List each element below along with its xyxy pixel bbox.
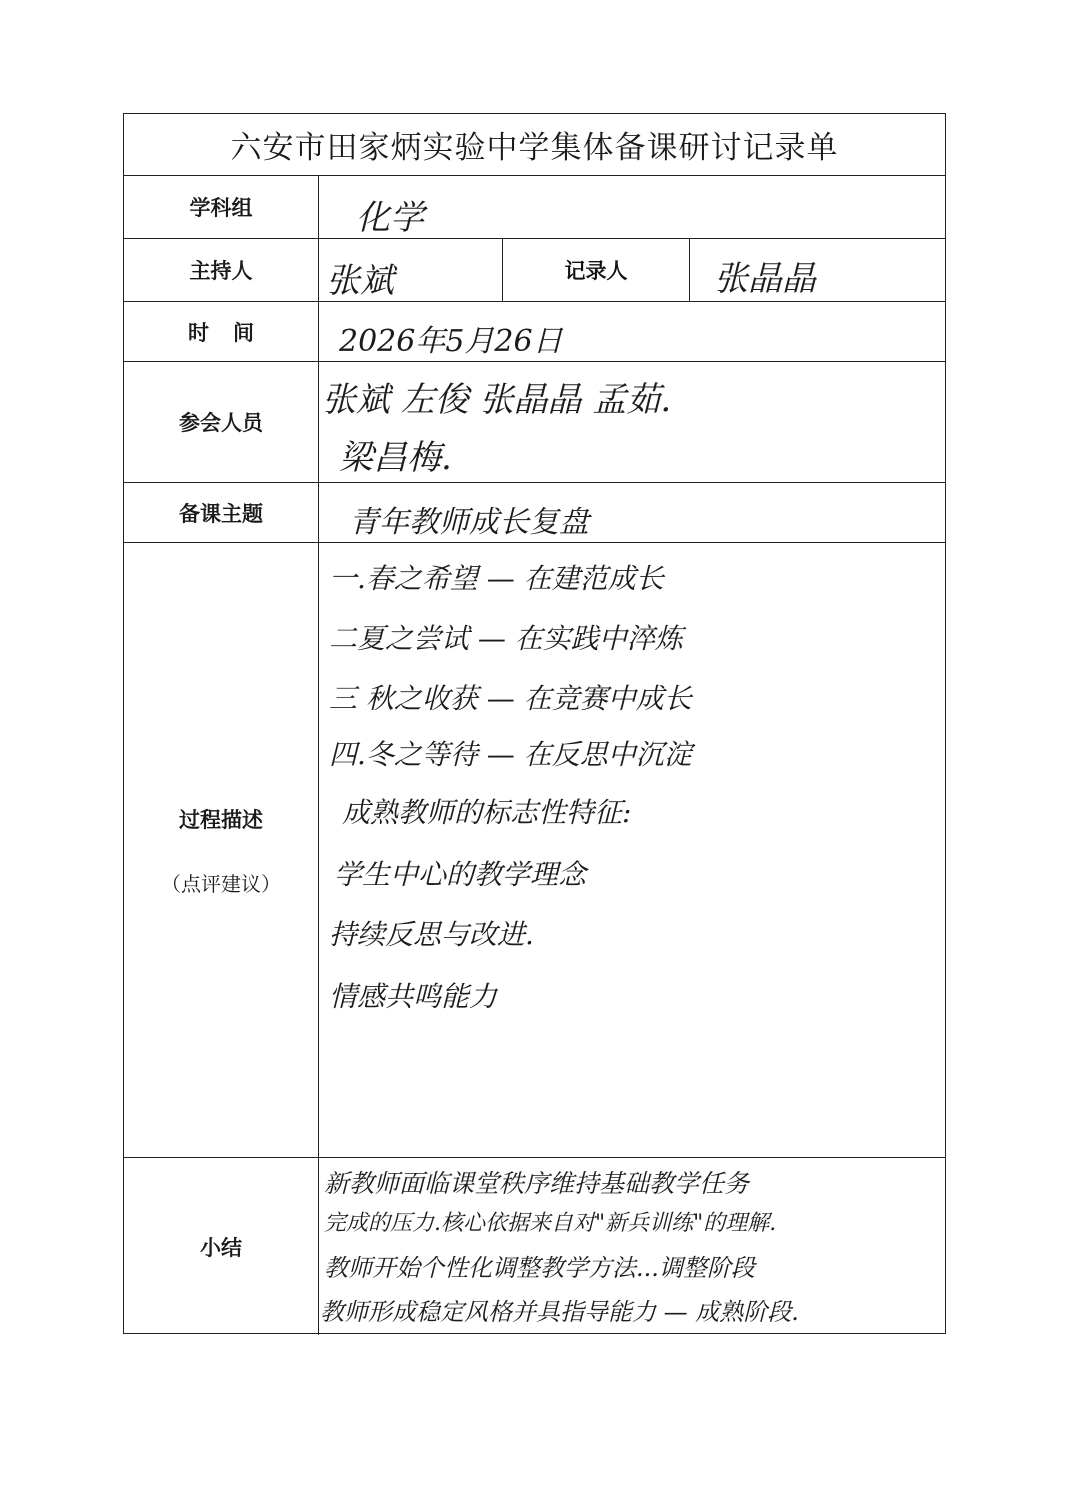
host-row bbox=[124, 239, 945, 302]
time-row bbox=[124, 302, 945, 362]
topic-row bbox=[124, 483, 945, 543]
process-line: 持续反思与改进. bbox=[329, 918, 534, 951]
process-line: 学生中心的教学理念 bbox=[334, 858, 587, 891]
process-label-text: 过程描述 bbox=[179, 807, 263, 832]
process-sublabel-text: （点评建议） bbox=[161, 871, 281, 896]
recorder-value: 张晶晶 bbox=[714, 259, 816, 299]
summary-line: 新教师面临课堂秩序维持基础教学任务 bbox=[324, 1169, 750, 1198]
subject-label bbox=[124, 176, 319, 238]
subject-row bbox=[124, 176, 945, 239]
form-title: 六安市田家炳实验中学集体备课研讨记录单 bbox=[124, 114, 945, 176]
process-line: 三 秋之收获 — 在竞赛中成长 bbox=[329, 682, 692, 715]
host-value: 张斌 bbox=[326, 261, 394, 301]
summary-line: 教师形成稳定风格并具指导能力 — 成熟阶段. bbox=[320, 1298, 799, 1326]
process-line: 一.春之希望 — 在建范成长 bbox=[329, 562, 664, 595]
host-label bbox=[124, 239, 319, 301]
participants-row bbox=[124, 362, 945, 483]
participants-line-1: 张斌 左俊 张晶晶 孟茹. bbox=[322, 380, 672, 420]
topic-label bbox=[124, 483, 319, 542]
topic-label-text: 备课主题 bbox=[179, 501, 263, 526]
process-row bbox=[124, 543, 945, 1158]
recorder-label bbox=[502, 239, 690, 301]
process-line: 情感共鸣能力 bbox=[329, 980, 498, 1013]
record-form bbox=[123, 113, 946, 1334]
process-line: 成熟教师的标志性特征: bbox=[342, 796, 632, 829]
process-line: 四.冬之等待 — 在反思中沉淀 bbox=[329, 738, 692, 771]
summary-label-text: 小结 bbox=[200, 1235, 242, 1260]
subject-label-text: 学科组 bbox=[189, 196, 253, 220]
summary-label bbox=[124, 1158, 319, 1335]
summary-row bbox=[124, 1158, 945, 1335]
participants-label-text: 参会人员 bbox=[179, 411, 263, 435]
process-label bbox=[124, 543, 319, 1157]
subject-value: 化学 bbox=[356, 198, 424, 238]
time-value: 2026年5月26日 bbox=[339, 324, 563, 359]
summary-line: 完成的压力.核心依据来自对"新兵训练"的理解. bbox=[324, 1211, 777, 1236]
recorder-label-text: 记录人 bbox=[564, 259, 628, 283]
topic-value: 青年教师成长复盘 bbox=[349, 505, 589, 540]
summary-line: 教师开始个性化调整教学方法...调整阶段 bbox=[324, 1254, 755, 1282]
process-line: 二夏之尝试 — 在实践中淬炼 bbox=[329, 622, 683, 655]
time-label bbox=[124, 302, 319, 361]
participants-label bbox=[124, 362, 319, 482]
participants-line-2: 梁昌梅. bbox=[339, 438, 452, 478]
time-label-text: 时间 bbox=[188, 320, 278, 345]
host-label-text: 主持人 bbox=[189, 259, 253, 283]
